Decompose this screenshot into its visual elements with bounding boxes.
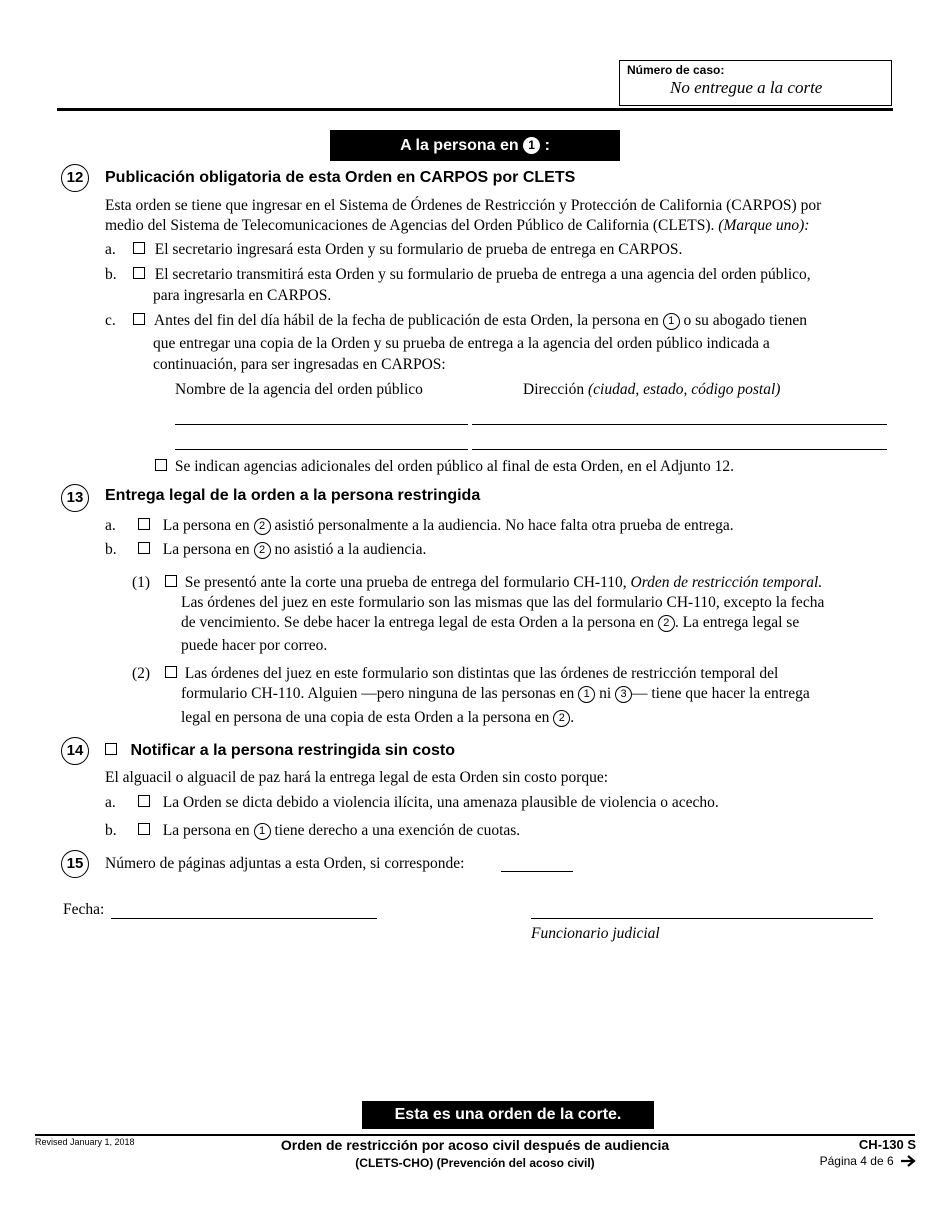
sub-option-text: Se presentó ante la corte una prueba de entrega del formulario CH-110, bbox=[184, 574, 627, 591]
checkbox-13b1[interactable] bbox=[165, 575, 177, 587]
section-12-number: 12 bbox=[61, 164, 89, 192]
case-number-value: No entregue a la corte bbox=[670, 78, 823, 97]
person-2-ref: 2 bbox=[254, 518, 271, 535]
section-13-sub-2-line2 bbox=[181, 685, 810, 703]
section-12-option-a bbox=[105, 241, 682, 259]
option-text: La persona en bbox=[162, 822, 250, 839]
option-label: a. bbox=[105, 241, 116, 258]
sub-option-text: . bbox=[570, 709, 575, 726]
option-text: o su abogado tienen bbox=[683, 312, 808, 329]
checkbox-12a[interactable] bbox=[133, 242, 145, 254]
case-number-label: Número de caso: bbox=[627, 63, 725, 77]
section-13-option-b bbox=[105, 541, 426, 559]
section-15-text: Número de páginas adjuntas a esta Orden, si corresponde: bbox=[105, 855, 465, 872]
section-14-title: Notificar a la persona restringida sin costo bbox=[130, 742, 455, 759]
attached-pages-field[interactable] bbox=[501, 871, 573, 872]
section-12-intro-line1: Esta orden se tiene que ingresar en el Sistema de Órdenes de Restricción y Protección de California (CARPOS) por bbox=[105, 197, 822, 214]
option-text: tiene derecho a una exención de cuotas. bbox=[274, 822, 521, 839]
sub-option-text: ni bbox=[599, 685, 612, 702]
form-id: CH-130 S bbox=[858, 1137, 916, 1152]
agency-name-header: Nombre de la agencia del orden público bbox=[175, 381, 423, 398]
person-1-ref: 1 bbox=[254, 823, 271, 840]
next-page-arrow-icon bbox=[900, 1155, 916, 1170]
person-2-ref: 2 bbox=[254, 542, 271, 559]
checkbox-14b[interactable] bbox=[138, 823, 150, 835]
option-text: La Orden se dicta debido a violencia ilícita, una amenaza plausible de violencia o acecho. bbox=[162, 794, 719, 811]
sub-option-text: legal en persona de una copia de esta Orden a la persona en bbox=[181, 709, 550, 726]
sub-option-text: de vencimiento. Se debe hacer la entrega legal de esta Orden a la persona en bbox=[181, 614, 654, 631]
agency-name-field-1[interactable] bbox=[175, 424, 468, 425]
option-text: no asistió a la audiencia. bbox=[274, 541, 427, 558]
checkbox-12c[interactable] bbox=[133, 313, 145, 325]
checkbox-12b[interactable] bbox=[133, 267, 145, 279]
additional-agencies-text: Se indican agencias adicionales del orden público al final de esta Orden, en el Adjunto 12. bbox=[174, 458, 734, 475]
section-12-intro-text: medio del Sistema de Telecomunicaciones de Agencias del Orden Público de California (CLETS). bbox=[105, 217, 715, 234]
section-12-option-b bbox=[105, 266, 811, 284]
section-13-sub-1-line2: Las órdenes del juez en este formulario son las mismas que las del formulario CH-110, excepto la fecha bbox=[181, 594, 825, 611]
section-14-option-b bbox=[105, 822, 520, 840]
page-indicator bbox=[820, 1154, 916, 1170]
footer-rule bbox=[35, 1134, 915, 1136]
banner-top-prefix: A la persona en bbox=[400, 137, 519, 154]
header-rule bbox=[57, 108, 893, 111]
case-number-box bbox=[619, 60, 892, 106]
option-text: Antes del fin del día hábil de la fecha de publicación de esta Orden, la persona en bbox=[153, 312, 659, 329]
address-header-label: Dirección bbox=[523, 381, 585, 398]
address-field-2[interactable] bbox=[472, 449, 887, 450]
option-text: La persona en bbox=[162, 541, 250, 558]
banner-top-suffix: : bbox=[544, 137, 550, 154]
checkbox-14[interactable] bbox=[105, 743, 117, 755]
sub-option-text: Las órdenes del juez en este formulario son distintas que las órdenes de restricción temporal del bbox=[184, 665, 779, 682]
section-12-title: Publicación obligatoria de esta Orden en CARPOS por CLETS bbox=[105, 169, 576, 186]
sub-option-text: formulario CH-110. Alguien —pero ninguna de las personas en bbox=[181, 685, 575, 702]
person-1-ref: 1 bbox=[578, 686, 595, 703]
footer-banner: Esta es una orden de la corte. bbox=[362, 1101, 654, 1129]
option-text: La persona en bbox=[162, 517, 250, 534]
person-1-ref: 1 bbox=[663, 313, 680, 330]
date-label: Fecha: bbox=[63, 901, 105, 918]
section-12-option-c-line2: que entregar una copia de la Orden y su prueba de entrega a la agencia del orden público indicada a bbox=[153, 335, 770, 352]
section-14-intro: El alguacil o alguacil de paz hará la entrega legal de esta Orden sin costo porque: bbox=[105, 769, 609, 786]
section-13-option-a bbox=[105, 517, 734, 535]
section-13-title: Entrega legal de la orden a la persona restringida bbox=[105, 487, 481, 504]
section-14-option-a bbox=[105, 794, 719, 812]
banner-top bbox=[330, 130, 620, 161]
agency-name-field-2[interactable] bbox=[175, 449, 468, 450]
checkbox-13b[interactable] bbox=[138, 542, 150, 554]
option-label: b. bbox=[105, 541, 117, 558]
section-12-mark-one: (Marque uno): bbox=[718, 217, 810, 234]
checkbox-additional-agencies[interactable] bbox=[155, 459, 167, 471]
person-2-ref: 2 bbox=[553, 710, 570, 727]
option-label: a. bbox=[105, 794, 116, 811]
page-number: Página 4 de 6 bbox=[819, 1154, 894, 1168]
section-13-sub-2 bbox=[132, 665, 778, 683]
option-text: asistió personalmente a la audiencia. No hace falta otra prueba de entrega. bbox=[274, 517, 734, 534]
sub-option-label: (1) bbox=[132, 574, 151, 591]
option-label: c. bbox=[105, 312, 116, 329]
section-13-sub-1-line4: puede hacer por correo. bbox=[181, 637, 328, 654]
sub-option-text: . La entrega legal se bbox=[674, 614, 800, 631]
footer-title-line2: (CLETS-CHO) (Prevención del acoso civil) bbox=[355, 1156, 595, 1170]
checkbox-13b2[interactable] bbox=[165, 666, 177, 678]
section-15-number: 15 bbox=[61, 850, 89, 878]
section-12-option-c-line3: continuación, para ser ingresadas en CARPOS: bbox=[153, 356, 446, 373]
person-3-ref: 3 bbox=[615, 686, 632, 703]
checkbox-14a[interactable] bbox=[138, 795, 150, 807]
address-header-hint: (ciudad, estado, código postal) bbox=[587, 381, 781, 398]
section-13-number: 13 bbox=[61, 484, 89, 512]
date-field[interactable] bbox=[111, 918, 377, 919]
option-text: El secretario ingresará esta Orden y su formulario de prueba de entrega en CARPOS. bbox=[154, 241, 683, 258]
address-header bbox=[523, 381, 780, 399]
banner-top-number: 1 bbox=[523, 137, 540, 154]
section-14-title-row bbox=[105, 742, 455, 760]
section-12-option-c bbox=[105, 312, 807, 330]
person-2-ref: 2 bbox=[658, 615, 675, 632]
option-label: b. bbox=[105, 822, 117, 839]
section-12-option-b-line2: para ingresarla en CARPOS. bbox=[153, 287, 332, 304]
footer-title-line1: Orden de restricción por acoso civil después de audiencia bbox=[280, 1137, 670, 1153]
sub-option-text: — tiene que hacer la entrega bbox=[632, 685, 810, 702]
additional-agencies bbox=[155, 458, 734, 476]
sub-option-label: (2) bbox=[132, 665, 151, 682]
section-12-intro-line2 bbox=[105, 217, 809, 235]
section-13-sub-1 bbox=[132, 574, 822, 592]
address-field-1[interactable] bbox=[472, 424, 887, 425]
option-text: El secretario transmitirá esta Orden y su formulario de prueba de entrega a una agencia del orden público, bbox=[154, 266, 811, 283]
form-title-italic: Orden de restricción temporal. bbox=[630, 574, 823, 591]
officer-signature-field[interactable] bbox=[531, 918, 873, 919]
section-13-sub-2-line3 bbox=[181, 709, 574, 727]
option-label: a. bbox=[105, 517, 116, 534]
revised-date: Revised January 1, 2018 bbox=[35, 1137, 135, 1147]
section-14-number: 14 bbox=[61, 737, 89, 765]
checkbox-13a[interactable] bbox=[138, 518, 150, 530]
section-13-sub-1-line3 bbox=[181, 614, 799, 632]
option-label: b. bbox=[105, 266, 117, 283]
officer-label: Funcionario judicial bbox=[531, 925, 660, 942]
